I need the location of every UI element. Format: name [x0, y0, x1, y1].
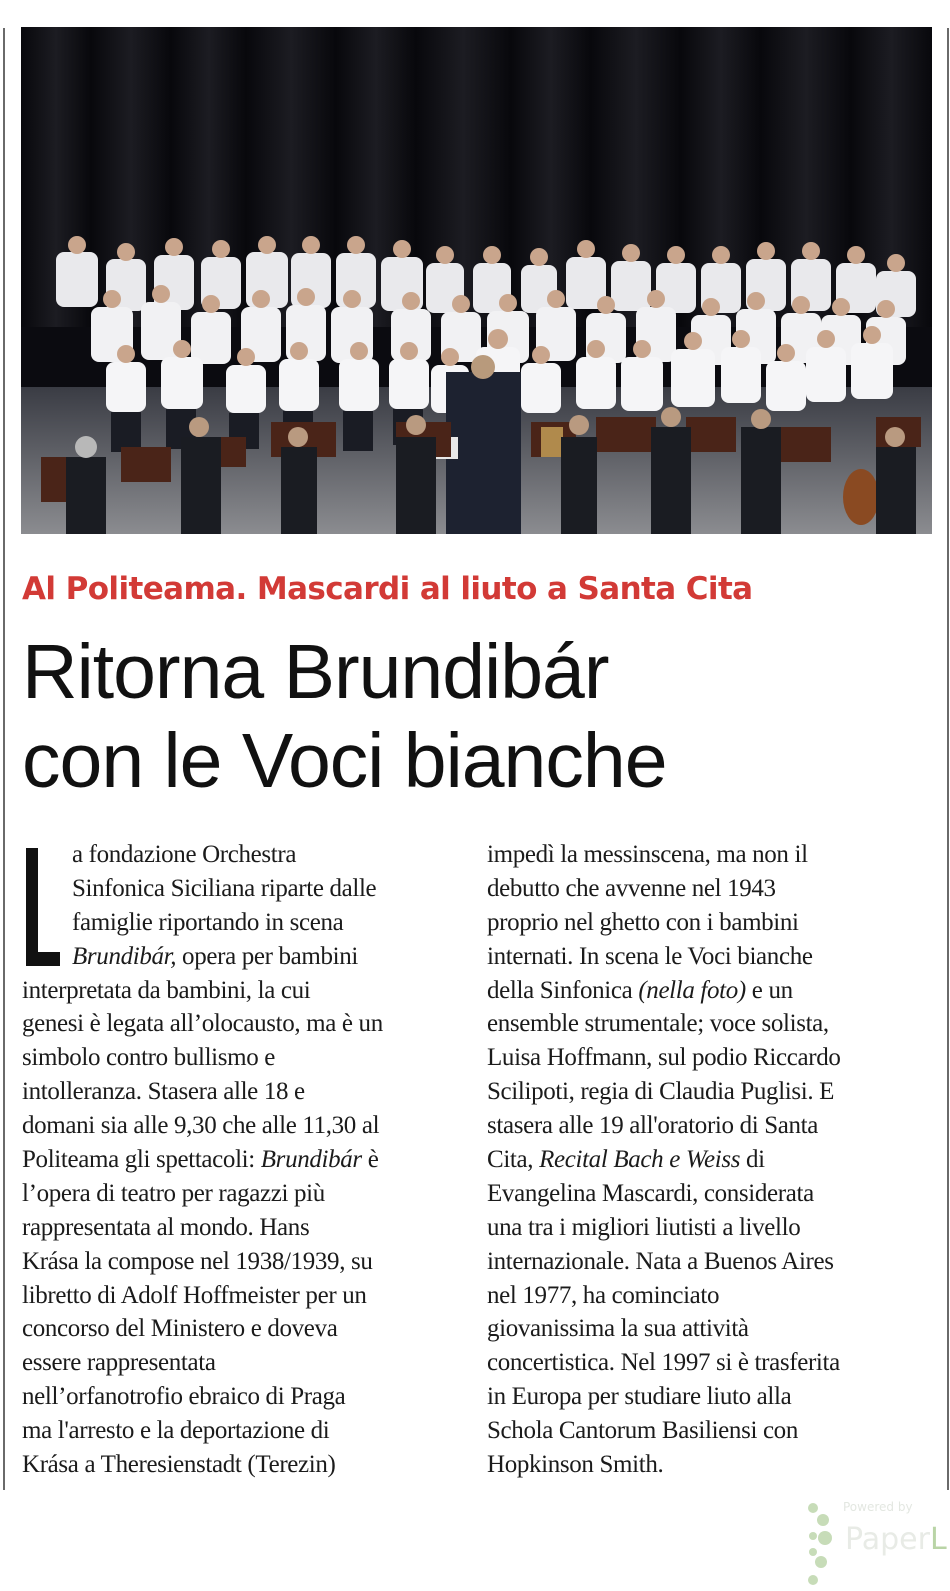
article-text-line: proprio nel ghetto con i bambini	[487, 908, 799, 936]
article-column-right	[487, 838, 927, 1482]
article-headline	[22, 628, 667, 806]
article-text-line: Schola Cantorum Basiliensi con	[487, 1417, 798, 1445]
article-text-line: concertistica. Nel 1997 si è trasferita	[487, 1349, 840, 1377]
article-text-line: Evangelina Mascardi, considerata	[487, 1179, 814, 1207]
article-text-line: concorso del Ministero e doveva	[22, 1315, 338, 1343]
article-text-line: intolleranza. Stasera alle 18 e	[22, 1078, 305, 1106]
article-text-line: interpretata da bambini, la cui	[22, 976, 311, 1004]
article-text-line: Luisa Hoffmann, sul podio Riccardo	[487, 1044, 841, 1072]
article-text-line: libretto di Adolf Hoffmeister per un	[22, 1281, 367, 1309]
article-text-line: simbolo contro bullismo e	[22, 1044, 276, 1072]
page-border-right	[947, 28, 949, 1490]
watermark-brand: PaperL	[845, 1522, 947, 1557]
article-text-line: domani sia alle 9,30 che alle 11,30 al	[22, 1112, 380, 1140]
article-column-left	[22, 838, 462, 1482]
article-text-line: Hopkinson Smith.	[487, 1451, 664, 1479]
article-text-line: internazionale. Nata a Buenos Aires	[487, 1247, 834, 1275]
article-text-line: una tra i migliori liutisti a livello	[487, 1213, 801, 1241]
article-text-line: Sinfonica Siciliana riparte dalle	[72, 874, 377, 902]
article-text-line: essere rappresentata	[22, 1349, 216, 1377]
headline-line-1: Ritorna Brundibár	[22, 629, 609, 715]
article-photo	[21, 27, 932, 534]
article-text-line: a fondazione Orchestra	[72, 841, 297, 868]
article-text-line: della Sinfonica (nella foto) e un	[487, 976, 793, 1004]
article-text-line: Krása a Theresienstadt (Terezin)	[22, 1451, 336, 1479]
article-text-line: nel 1977, ha cominciato	[487, 1281, 720, 1309]
article-text-line: rappresentata al mondo. Hans	[22, 1213, 310, 1241]
article-text-line: ma l'arresto e la deportazione di	[22, 1417, 330, 1445]
article-text-line: Cita, Recital Bach e Weiss di	[487, 1146, 765, 1174]
article-text-line: debutto che avvenne nel 1943	[487, 874, 776, 902]
article-text-line: ensemble strumentale; voce solista,	[487, 1010, 829, 1038]
page-border-left	[3, 28, 5, 1490]
watermark-powered-text: Powered by	[843, 1500, 913, 1514]
article-kicker: Al Politeama. Mascardi al liuto a Santa Cita	[22, 571, 753, 607]
article-text-line: genesi è legata all’olocausto, ma è un	[22, 1010, 383, 1038]
article-text-line: Krása la compose nel 1938/1939, su	[22, 1247, 373, 1275]
article-text-line: stasera alle 19 all'oratorio di Santa	[487, 1112, 819, 1140]
article-text-line: Scilipoti, regia di Claudia Puglisi. E	[487, 1078, 835, 1106]
article-text-line: Politeama gli spettacoli: Brundibár è	[22, 1146, 379, 1174]
article-text-line: internati. In scena le Voci bianche	[487, 942, 813, 970]
article-text-line: famiglie riportando in scena	[72, 908, 344, 936]
article-text-line: nell’orfanotrofio ebraico di Praga	[22, 1383, 346, 1411]
watermark-logo-icon	[805, 1500, 950, 1591]
article-text-line: Brundibár, opera per bambini	[72, 942, 358, 970]
article-text-line: impedì la messinscena, ma non il	[487, 841, 808, 868]
article-text-line: in Europa per studiare liuto alla	[487, 1383, 792, 1411]
headline-line-2: con le Voci bianche	[22, 718, 667, 804]
article-text-line: giovanissima la sua attività	[487, 1315, 749, 1343]
article-text-line: l’opera di teatro per ragazzi più	[22, 1179, 325, 1207]
choir-photo-illustration	[21, 27, 932, 534]
